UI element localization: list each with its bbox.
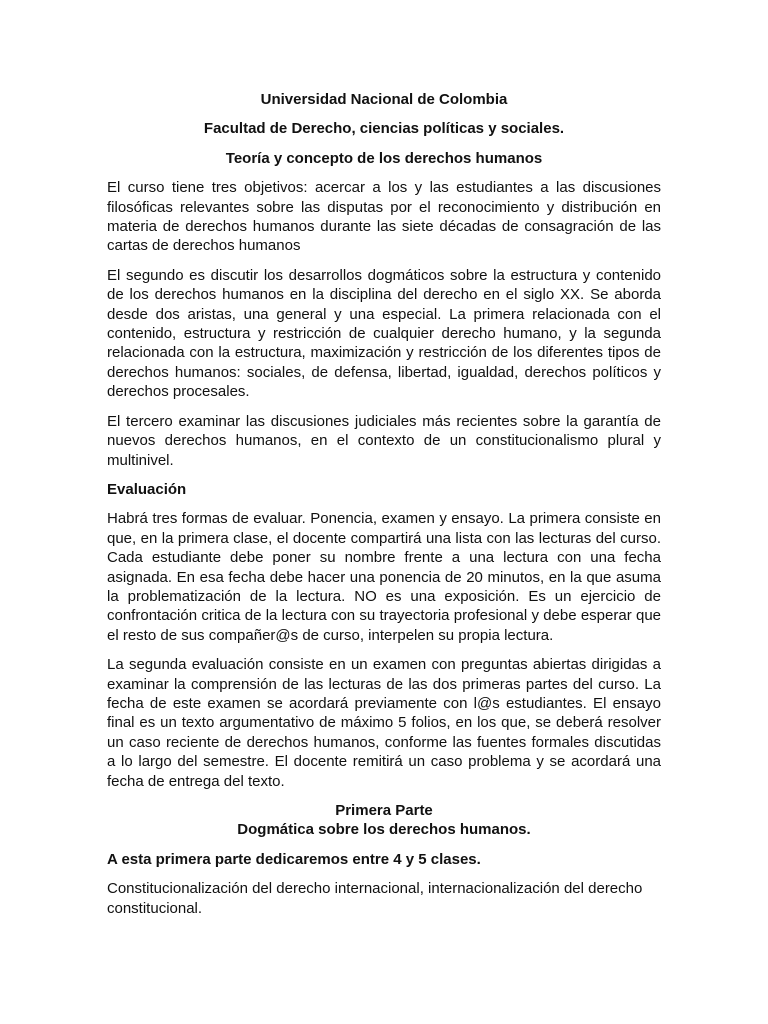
part-one-topic: Constitucionalización del derecho internacional, internacionalización del derecho constitucional. (107, 880, 643, 917)
part-one-heading (107, 801, 661, 840)
part-one-subtitle: Dogmática sobre los derechos humanos. (237, 821, 531, 839)
document-content (107, 90, 661, 928)
intro-paragraph-1: El curso tiene tres objetivos: acercar a los y las estudiantes a las discusiones filosóficas relevantes sobre las disputas por el reconocimiento y distribución en materia de derechos humanos durante las siete décadas de consagración de las cartas de derechos humanos (107, 179, 661, 255)
faculty-title: Facultad de Derecho, ciencias políticas y sociales. (203, 120, 565, 138)
evaluation-paragraph-2: La segunda evaluación consiste en un examen con preguntas abiertas dirigidas a examinar la comprensión de las lecturas de las dos primeras partes del curso. La fecha de este examen se acordará previamente con l@s estudiantes. El ensayo final es un texto argumentativo de máximo 5 folios, en los que, se deberá resolver un caso reciente de derechos humanos, conforme las fuentes formales discutidas a lo largo del semestre. El docente remitirá un caso problema y se acordará una fecha de entrega del texto. (107, 656, 661, 790)
part-one-sessions: A esta primera parte dedicaremos entre 4 y 5 clases. (107, 850, 481, 868)
part-one-title: Primera Parte (335, 802, 433, 819)
evaluation-heading: Evaluación (107, 480, 187, 498)
evaluation-paragraph-1: Habrá tres formas de evaluar. Ponencia, examen y ensayo. La primera consiste en que, en la primera clase, el docente compartirá una lista con las lecturas del curso. Cada estudiante debe poner su nombre frente a una lectura con una fecha asignada. En esa fecha debe hacer una ponencia de 20 minutos, en la que asuma la problematización de la lectura. NO es una exposición. Es un ejercicio de confrontación critica de la lectura con su trayectoria profesional y debe esperar que el resto de sus compañer@s de curso, interpelen su propia lectura. (107, 510, 661, 644)
university-title: Universidad Nacional de Colombia (260, 91, 508, 108)
course-title: Teoría y concepto de los derechos humanos (225, 149, 543, 167)
intro-paragraph-2: El segundo es discutir los desarrollos dogmáticos sobre la estructura y contenido de los derechos humanos en la disciplina del derecho en el siglo XX. Se aborda desde dos aristas, una general y una especial. La primera relacionada con el contenido, estructura y restricción de cualquier derecho humano, y la segunda relacionada con la estructura, maximización y restricción de los diferentes tipos de derechos humanos: sociales, de defensa, libertad, igualdad, derechos políticos y derechos procesales. (107, 266, 661, 401)
intro-paragraph-3: El tercero examinar las discusiones judiciales más recientes sobre la garantía de nuevos derechos humanos, en el contexto de un constitucionalismo plural y multinivel. (107, 412, 661, 469)
